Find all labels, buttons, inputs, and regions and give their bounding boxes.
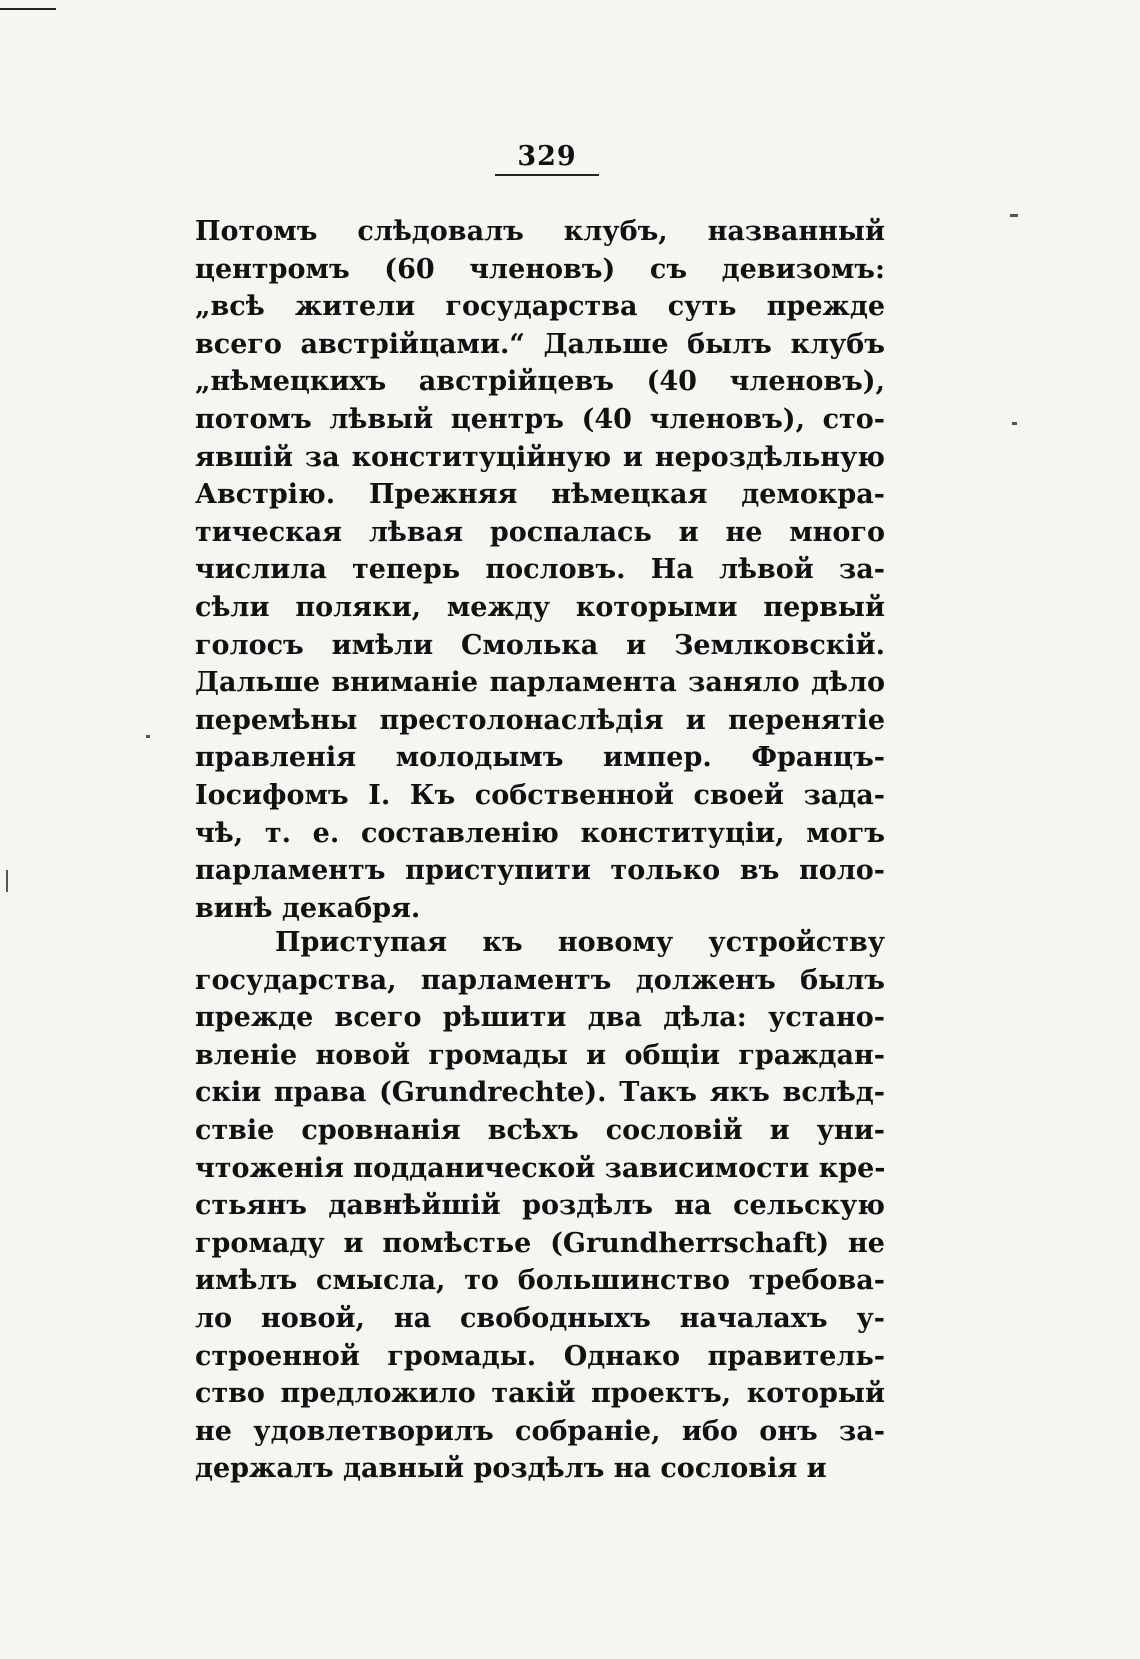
- text-line: не удовлетворилъ собраніе, ибо онъ за-: [195, 1415, 885, 1447]
- page-number-underline: [495, 174, 599, 176]
- text-line: ство предложило такій проектъ, который: [195, 1378, 885, 1410]
- text-line: вленіе новой громады и общіи граждан-: [195, 1039, 885, 1071]
- text-line: перемѣны престолонаслѣдія и перенятіе: [195, 704, 885, 736]
- text-line: явшій за конституційную и нероздѣльную: [195, 441, 885, 473]
- text-line: Дальше вниманіе парламента заняло дѣло: [195, 667, 885, 699]
- text-line: потомъ лѣвый центръ (40 членовъ), сто-: [195, 403, 885, 435]
- text-line: правленія молодымъ импер. Францъ-: [195, 742, 885, 774]
- scan-corner-mark: [0, 8, 56, 10]
- text-line: Приступая къ новому устройству: [275, 927, 885, 958]
- text-line: громаду и помѣстье (Grundherrschaft) не: [195, 1227, 885, 1259]
- text-line: скіи права (Grundrechte). Такъ якъ вслѣд-: [195, 1077, 885, 1109]
- text-line: государства, парламентъ долженъ былъ: [195, 964, 885, 996]
- text-line: голосъ имѣли Смолька и Землковскій.: [195, 629, 885, 661]
- text-line: Потомъ слѣдовалъ клубъ, названный: [195, 216, 885, 247]
- scan-speck: [1012, 422, 1017, 425]
- text-line: центромъ (60 членовъ) съ девизомъ:: [195, 253, 885, 285]
- text-line: прежде всего рѣшити два дѣла: устано-: [195, 1002, 885, 1034]
- text-line: всего австрійцами.“ Дальше былъ клубъ: [195, 328, 885, 360]
- text-line: ло новой, на свободныхъ началахъ у-: [195, 1302, 885, 1334]
- paragraph-2: [195, 924, 885, 1488]
- text-line: имѣлъ смысла, то большинство требова-: [195, 1265, 885, 1297]
- scan-speck: [1010, 214, 1018, 217]
- text-line: тическая лѣвая роспалась и не много: [195, 516, 885, 548]
- text-line: строенной громады. Однако правитель-: [195, 1340, 885, 1372]
- text-line: Іосифомъ I. Къ собственной своей зада-: [195, 779, 885, 811]
- scan-speck: [6, 870, 8, 892]
- text-line: числила теперь пословъ. На лѣвой за-: [195, 554, 885, 586]
- text-line: чѣ, т. е. составленію конституціи, могъ: [195, 817, 885, 849]
- text-line: чтоженія подданической зависимости кре-: [195, 1152, 885, 1184]
- paragraph-1: [195, 213, 885, 927]
- text-line: Австрію. Прежняя нѣмецкая демокра-: [195, 479, 885, 511]
- page-number: 329: [517, 141, 577, 172]
- scan-speck: [146, 735, 150, 738]
- text-line: держалъ давный роздѣлъ на сословія и: [195, 1453, 827, 1485]
- text-line: сѣли поляки, между которыми первый: [195, 591, 885, 623]
- text-line: „нѣмецкихъ австрійцевъ (40 членовъ),: [195, 366, 885, 398]
- text-line: ствіе сровнанія всѣхъ сословій и уни-: [195, 1114, 885, 1146]
- text-line: винѣ декабря.: [195, 892, 421, 924]
- text-line: стьянъ давнѣйшій роздѣлъ на сельскую: [195, 1190, 885, 1222]
- text-line: парламентъ приступити только въ поло-: [195, 855, 885, 887]
- text-line: „всѣ жители государства суть прежде: [195, 291, 885, 323]
